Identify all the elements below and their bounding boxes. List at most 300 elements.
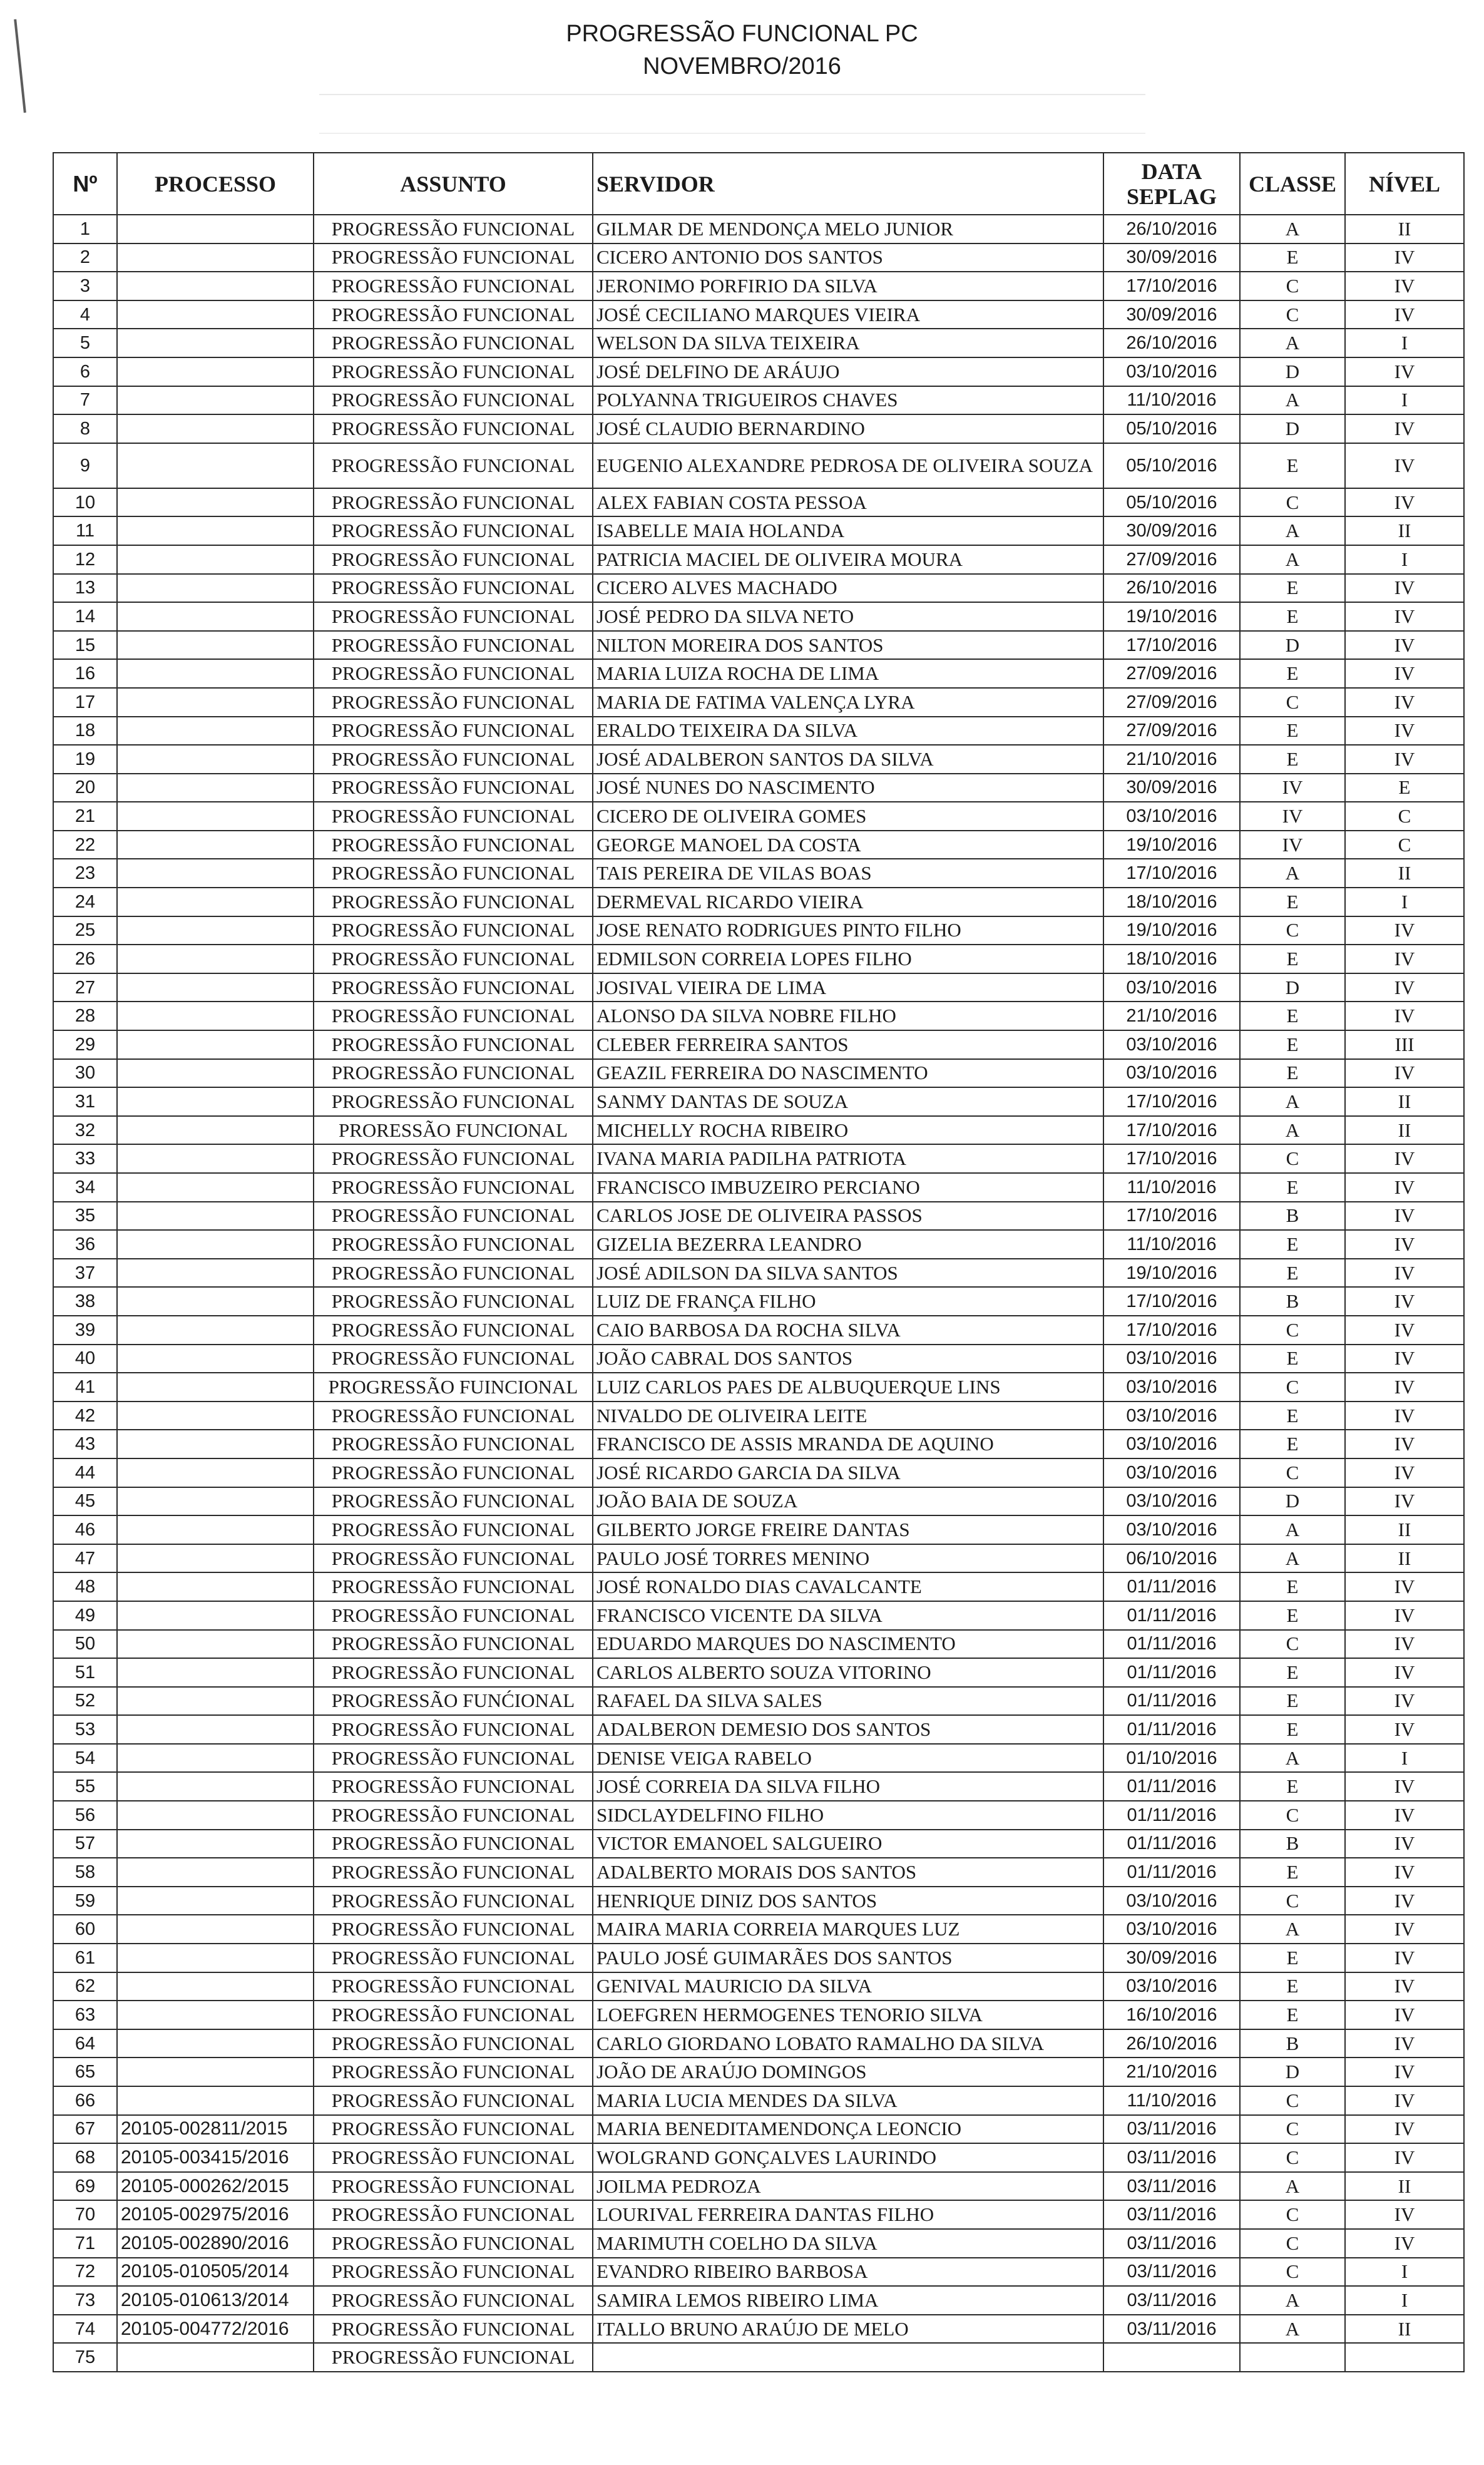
cell-assunto: PROGRESSÃO FUNCIONAL [314,488,593,517]
cell-servidor: GEORGE MANOEL DA COSTA [593,831,1103,859]
cell-data-seplag: 03/11/2016 [1103,2143,1240,2172]
cell-servidor: JOÃO DE ARAÚJO DOMINGOS [593,2058,1103,2086]
cell-data-seplag: 17/10/2016 [1103,1287,1240,1316]
cell-num: 15 [53,631,117,660]
cell-servidor: IVANA MARIA PADILHA PATRIOTA [593,1144,1103,1173]
cell-num: 69 [53,2172,117,2201]
cell-data-seplag: 17/10/2016 [1103,631,1240,660]
cell-nivel: IV [1345,443,1464,488]
cell-classe: IV [1240,774,1345,802]
cell-servidor: ISABELLE MAIA HOLANDA [593,516,1103,545]
cell-processo [117,243,314,272]
cell-nivel: IV [1345,357,1464,386]
cell-assunto: PROGRESSÃO FUNCIONAL [314,443,593,488]
cell-nivel: II [1345,215,1464,243]
cell-servidor: GIZELIA BEZERRA LEANDRO [593,1230,1103,1259]
cell-data-seplag: 27/09/2016 [1103,659,1240,688]
table-row [53,1287,1464,1316]
table-row [53,1687,1464,1716]
table-row [53,1715,1464,1744]
cell-assunto: PROGRESSÃO FUNCIONAL [314,357,593,386]
header-row [53,153,1464,215]
cell-assunto: PROGRESSÃO FUNCIONAL [314,2200,593,2229]
cell-servidor: JOSÉ RONALDO DIAS CAVALCANTE [593,1572,1103,1601]
cell-servidor: CARLO GIORDANO LOBATO RAMALHO DA SILVA [593,2029,1103,2058]
cell-classe: A [1240,386,1345,415]
cell-classe: A [1240,2286,1345,2315]
cell-num: 48 [53,1572,117,1601]
cell-classe: B [1240,1202,1345,1231]
cell-assunto: PROGRESSÃO FUNCIONAL [314,1944,593,1972]
cell-servidor: MARIA LUCIA MENDES DA SILVA [593,2086,1103,2115]
cell-classe: C [1240,688,1345,717]
cell-nivel: II [1345,2172,1464,2201]
cell-assunto: PROGRESSÃO FUNCIONAL [314,2229,593,2258]
cell-assunto: PROGRESSÃO FUNCIONAL [314,2058,593,2086]
table-row [53,2258,1464,2287]
cell-num: 19 [53,745,117,774]
cell-num: 7 [53,386,117,415]
table-row [53,2343,1464,2372]
cell-processo [117,745,314,774]
cell-assunto: PROGRESSÃO FUNCIONAL [314,1572,593,1601]
table-row [53,2286,1464,2315]
cell-data-seplag: 01/11/2016 [1103,1858,1240,1887]
cell-data-seplag: 03/10/2016 [1103,1402,1240,1430]
table-row [53,2229,1464,2258]
cell-assunto: PROGRESSÃO FUNCIONAL [314,1316,593,1345]
cell-assunto: PROGRESSÃO FUNCIONAL [314,1601,593,1630]
cell-processo [117,357,314,386]
cell-num: 14 [53,602,117,631]
cell-nivel: C [1345,831,1464,859]
cell-assunto: PROGRESSÃO FUNCIONAL [314,945,593,973]
cell-assunto: PROGRESSÃO FUNCIONAL [314,1972,593,2001]
cell-assunto: PROGRESSÃO FUNCIONAL [314,774,593,802]
table-row [53,414,1464,443]
cell-processo [117,1915,314,1944]
cell-classe: E [1240,1345,1345,1373]
cell-nivel: IV [1345,2143,1464,2172]
table-row [53,1801,1464,1830]
cell-assunto: PROGRESSÃO FUNCIONAL [314,1915,593,1944]
cell-nivel: IV [1345,1059,1464,1088]
cell-assunto: PROGRESSÃO FUNCIONAL [314,745,593,774]
table-row [53,802,1464,831]
cell-servidor: ADALBERTO MORAIS DOS SANTOS [593,1858,1103,1887]
cell-num: 60 [53,1915,117,1944]
cell-servidor: GEAZIL FERREIRA DO NASCIMENTO [593,1059,1103,1088]
table-row [53,973,1464,1002]
cell-num: 34 [53,1173,117,1202]
cell-servidor: HENRIQUE DINIZ DOS SANTOS [593,1887,1103,1915]
table-row [53,831,1464,859]
cell-processo: 20105-002975/2016 [117,2200,314,2229]
cell-data-seplag: 03/11/2016 [1103,2229,1240,2258]
cell-data-seplag: 03/11/2016 [1103,2115,1240,2144]
cell-data-seplag: 01/11/2016 [1103,1715,1240,1744]
cell-classe: E [1240,1059,1345,1088]
cell-processo [117,1772,314,1801]
cell-servidor: CLEBER FERREIRA SANTOS [593,1030,1103,1059]
cell-num: 38 [53,1287,117,1316]
cell-classe: E [1240,243,1345,272]
table-row [53,2172,1464,2201]
table-row [53,1658,1464,1687]
cell-classe: A [1240,545,1345,574]
table-row [53,2058,1464,2086]
cell-assunto: PROGRESSÃO FUNCIONAL [314,545,593,574]
cell-num: 45 [53,1487,117,1516]
cell-processo [117,329,314,357]
cell-processo [117,2343,314,2372]
cell-servidor: CAIO BARBOSA DA ROCHA SILVA [593,1316,1103,1345]
header-data-line1: DATA [1141,158,1202,184]
cell-assunto: PROGRESSÃO FUNCIONAL [314,1173,593,1202]
cell-data-seplag: 17/10/2016 [1103,1087,1240,1116]
cell-num: 22 [53,831,117,859]
cell-nivel: IV [1345,1858,1464,1887]
cell-num: 49 [53,1601,117,1630]
cell-classe: A [1240,2315,1345,2344]
cell-data-seplag: 17/10/2016 [1103,1202,1240,1231]
cell-processo [117,602,314,631]
cell-processo [117,859,314,888]
table-row [53,272,1464,300]
cell-nivel: IV [1345,488,1464,517]
cell-assunto: PROGRESSÃO FUNCIONAL [314,272,593,300]
table-row [53,1944,1464,1972]
cell-num: 25 [53,916,117,945]
cell-num: 55 [53,1772,117,1801]
cell-data-seplag: 17/10/2016 [1103,272,1240,300]
cell-processo [117,1345,314,1373]
cell-data-seplag: 03/10/2016 [1103,1515,1240,1544]
cell-data-seplag: 26/10/2016 [1103,574,1240,603]
cell-classe: B [1240,1287,1345,1316]
cell-processo [117,2086,314,2115]
cell-data-seplag: 01/11/2016 [1103,1572,1240,1601]
cell-data-seplag: 03/10/2016 [1103,1059,1240,1088]
cell-classe: C [1240,1144,1345,1173]
cell-processo [117,1687,314,1716]
table-row [53,688,1464,717]
cell-nivel: IV [1345,2200,1464,2229]
cell-classe: E [1240,717,1345,746]
cell-classe: E [1240,443,1345,488]
cell-nivel: IV [1345,1830,1464,1858]
cell-data-seplag: 27/09/2016 [1103,545,1240,574]
cell-classe: A [1240,1544,1345,1573]
cell-data-seplag: 05/10/2016 [1103,488,1240,517]
cell-processo [117,1402,314,1430]
cell-num: 44 [53,1458,117,1487]
table-row [53,1202,1464,1231]
table-row [53,602,1464,631]
cell-nivel: IV [1345,1458,1464,1487]
cell-servidor: LUIZ CARLOS PAES DE ALBUQUERQUE LINS [593,1373,1103,1402]
cell-assunto: PROGRESSÃO FUNCIONAL [314,1744,593,1773]
cell-processo [117,1572,314,1601]
cell-classe: C [1240,916,1345,945]
cell-num: 16 [53,659,117,688]
cell-nivel: II [1345,859,1464,888]
cell-processo [117,1544,314,1573]
cell-data-seplag: 03/10/2016 [1103,1887,1240,1915]
cell-processo [117,574,314,603]
cell-assunto: PROGRESSÃO FUNCIONAL [314,2315,593,2344]
cell-classe: D [1240,973,1345,1002]
cell-data-seplag: 03/11/2016 [1103,2172,1240,2201]
cell-processo [117,1715,314,1744]
cell-data-seplag: 01/11/2016 [1103,1658,1240,1687]
table-row [53,888,1464,916]
table-row [53,574,1464,603]
cell-servidor: JOSÉ CORREIA DA SILVA FILHO [593,1772,1103,1801]
cell-processo: 20105-004772/2016 [117,2315,314,2344]
cell-assunto: PRORESSÃO FUNCIONAL [314,1116,593,1145]
header-servidor: SERVIDOR [593,153,1103,215]
cell-servidor: MARIA DE FATIMA VALENÇA LYRA [593,688,1103,717]
cell-assunto: PROGRESSÃO FUNCIONAL [314,1630,593,1659]
cell-processo [117,215,314,243]
cell-num: 1 [53,215,117,243]
cell-nivel: III [1345,1030,1464,1059]
cell-processo [117,300,314,329]
cell-processo [117,1173,314,1202]
cell-assunto: PROGRESSÃO FUNCIONAL [314,1887,593,1915]
cell-num: 67 [53,2115,117,2144]
cell-processo [117,1059,314,1088]
table-row [53,1887,1464,1915]
cell-num: 70 [53,2200,117,2229]
cell-num: 4 [53,300,117,329]
cell-servidor: LOEFGREN HERMOGENES TENORIO SILVA [593,2001,1103,2029]
cell-assunto: PROGRESSÃO FUNCIONAL [314,688,593,717]
cell-classe: E [1240,1601,1345,1630]
cell-servidor: EDUARDO MARQUES DO NASCIMENTO [593,1630,1103,1659]
cell-assunto: PROGRESSÃO FUNCIONAL [314,1715,593,1744]
cell-nivel: IV [1345,1801,1464,1830]
header-processo: PROCESSO [117,153,314,215]
cell-classe: E [1240,1715,1345,1744]
cell-data-seplag: 01/11/2016 [1103,1772,1240,1801]
cell-servidor: JOÃO BAIA DE SOUZA [593,1487,1103,1516]
cell-data-seplag: 01/11/2016 [1103,1601,1240,1630]
cell-num: 6 [53,357,117,386]
cell-assunto: PROGRESSÃO FUNCIONAL [314,1430,593,1458]
cell-num: 62 [53,1972,117,2001]
table-row [53,215,1464,243]
cell-nivel: IV [1345,631,1464,660]
cell-nivel: IV [1345,1259,1464,1288]
cell-num: 71 [53,2229,117,2258]
cell-num: 42 [53,1402,117,1430]
cell-nivel: IV [1345,1887,1464,1915]
cell-assunto: PROGRESSÃO FUNCIONAL [314,329,593,357]
table-row [53,243,1464,272]
cell-servidor: FRANCISCO VICENTE DA SILVA [593,1601,1103,1630]
cell-classe: E [1240,1030,1345,1059]
cell-processo [117,1458,314,1487]
table-row [53,1059,1464,1088]
cell-data-seplag: 03/10/2016 [1103,802,1240,831]
table-row [53,2115,1464,2144]
table-row [53,386,1464,415]
cell-processo: 20105-002890/2016 [117,2229,314,2258]
cell-servidor: CICERO DE OLIVEIRA GOMES [593,802,1103,831]
cell-num: 30 [53,1059,117,1088]
cell-nivel: IV [1345,1173,1464,1202]
table-row [53,1458,1464,1487]
cell-num: 66 [53,2086,117,2115]
cell-data-seplag: 19/10/2016 [1103,831,1240,859]
cell-nivel: IV [1345,2229,1464,2258]
cell-data-seplag: 26/10/2016 [1103,329,1240,357]
cell-processo [117,659,314,688]
cell-processo [117,973,314,1002]
cell-num: 75 [53,2343,117,2372]
table-row [53,1830,1464,1858]
cell-nivel: I [1345,386,1464,415]
cell-data-seplag: 03/10/2016 [1103,1915,1240,1944]
cell-classe: C [1240,2086,1345,2115]
cell-data-seplag: 05/10/2016 [1103,414,1240,443]
cell-nivel: IV [1345,1944,1464,1972]
table-row [53,1173,1464,1202]
cell-classe: D [1240,2058,1345,2086]
cell-assunto: PROGRESSÃO FUNCIONAL [314,300,593,329]
table-row [53,1402,1464,1430]
table-row [53,1915,1464,1944]
cell-nivel: II [1345,2315,1464,2344]
cell-nivel: IV [1345,2029,1464,2058]
cell-assunto: PROGRESSÃO FUNCIONAL [314,414,593,443]
cell-processo [117,2029,314,2058]
cell-processo [117,1972,314,2001]
cell-data-seplag: 05/10/2016 [1103,443,1240,488]
cell-servidor: SIDCLAYDELFINO FILHO [593,1801,1103,1830]
table-row [53,945,1464,973]
cell-assunto: PROGRESSÃO FUNCIONAL [314,1544,593,1573]
cell-assunto: PROGRESSÃO FUNCIONAL [314,2086,593,2115]
cell-processo: 20105-003415/2016 [117,2143,314,2172]
cell-servidor: EVANDRO RIBEIRO BARBOSA [593,2258,1103,2287]
cell-processo [117,516,314,545]
cell-assunto: PROGRESSÃO FUNCIONAL [314,1658,593,1687]
cell-classe: E [1240,1259,1345,1288]
cell-servidor: ERALDO TEIXEIRA DA SILVA [593,717,1103,746]
cell-num: 24 [53,888,117,916]
table-row [53,2029,1464,2058]
cell-servidor: JOSIVAL VIEIRA DE LIMA [593,973,1103,1002]
table-row [53,1030,1464,1059]
table-row [53,488,1464,517]
cell-classe: A [1240,1915,1345,1944]
header-data-line2: SEPLAG [1126,183,1217,209]
cell-num: 47 [53,1544,117,1573]
document-title [0,18,1484,83]
cell-assunto: PROGRESSÃO FUNCIONAL [314,2001,593,2029]
cell-data-seplag: 03/10/2016 [1103,1345,1240,1373]
cell-nivel: IV [1345,1230,1464,1259]
cell-assunto: PROGRESSÃO FUNCIONAL [314,1487,593,1516]
cell-assunto: PROGRESSÃO FUNCIONAL [314,1801,593,1830]
cell-num: 52 [53,1687,117,1716]
cell-servidor: LUIZ DE FRANÇA FILHO [593,1287,1103,1316]
cell-num: 13 [53,574,117,603]
cell-nivel: IV [1345,1715,1464,1744]
cell-data-seplag: 03/11/2016 [1103,2258,1240,2287]
table-row [53,1144,1464,1173]
progression-table [53,152,1465,2372]
cell-assunto: PROGRESSÃO FUNCIONAL [314,717,593,746]
header-data-seplag [1103,153,1240,215]
cell-data-seplag: 21/10/2016 [1103,745,1240,774]
cell-classe: D [1240,357,1345,386]
cell-num: 29 [53,1030,117,1059]
cell-processo [117,1801,314,1830]
table-row [53,516,1464,545]
cell-processo [117,1744,314,1773]
cell-nivel: IV [1345,1601,1464,1630]
cell-nivel [1345,2343,1464,2372]
cell-classe: E [1240,1658,1345,1687]
cell-num: 12 [53,545,117,574]
cell-nivel: IV [1345,1144,1464,1173]
table-row [53,545,1464,574]
cell-assunto: PROGRESSÃO FUNCIONAL [314,659,593,688]
table-row [53,1316,1464,1345]
cell-num: 61 [53,1944,117,1972]
cell-classe: E [1240,945,1345,973]
cell-num: 28 [53,1002,117,1030]
cell-servidor: RAFAEL DA SILVA SALES [593,1687,1103,1716]
cell-assunto: PROGRESSÃO FUNCIONAL [314,574,593,603]
table-row [53,859,1464,888]
cell-assunto: PROGRESSÃO FUNCIONAL [314,1458,593,1487]
cell-servidor: WELSON DA SILVA TEIXEIRA [593,329,1103,357]
table-row [53,1487,1464,1516]
cell-data-seplag: 06/10/2016 [1103,1544,1240,1573]
cell-num: 33 [53,1144,117,1173]
cell-data-seplag: 01/11/2016 [1103,1630,1240,1659]
cell-num: 50 [53,1630,117,1659]
cell-servidor: JERONIMO PORFIRIO DA SILVA [593,272,1103,300]
cell-servidor: ALONSO DA SILVA NOBRE FILHO [593,1002,1103,1030]
cell-num: 63 [53,2001,117,2029]
cell-classe: IV [1240,831,1345,859]
title-line-1: PROGRESSÃO FUNCIONAL PC [566,21,918,47]
cell-nivel: IV [1345,659,1464,688]
cell-assunto: PROGRESSÃO FUNCIONAL [314,2143,593,2172]
cell-nivel: IV [1345,2058,1464,2086]
cell-nivel: IV [1345,243,1464,272]
cell-processo [117,1259,314,1288]
cell-data-seplag: 27/09/2016 [1103,688,1240,717]
table-row [53,2315,1464,2344]
cell-processo [117,717,314,746]
cell-assunto: PROGRESSÃO FUNCIONAL [314,802,593,831]
table-row [53,1345,1464,1373]
cell-classe: E [1240,602,1345,631]
cell-num: 54 [53,1744,117,1773]
cell-nivel: IV [1345,916,1464,945]
cell-assunto: PROGRESSÃO FUNCIONAL [314,1830,593,1858]
cell-classe: C [1240,2143,1345,2172]
table-row [53,1230,1464,1259]
cell-processo [117,1430,314,1458]
